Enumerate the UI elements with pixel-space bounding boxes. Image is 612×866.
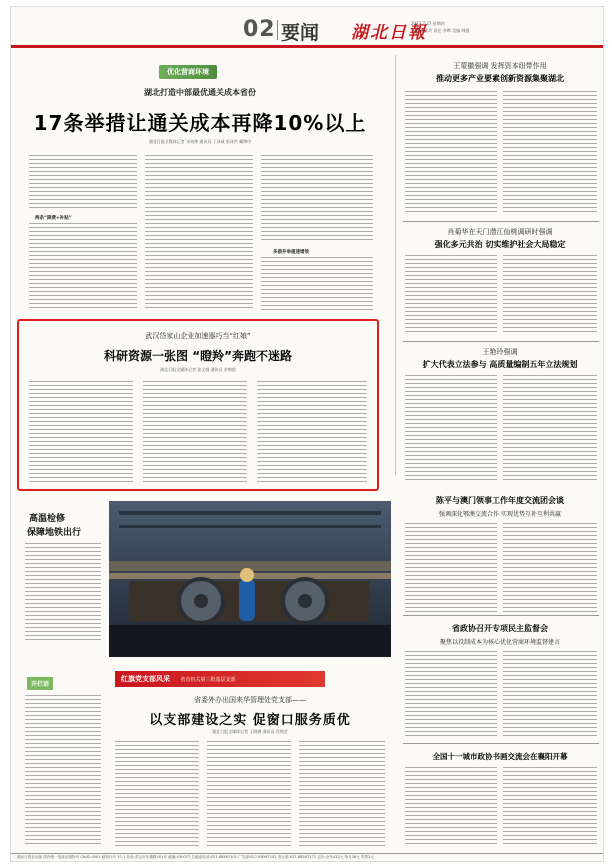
right-story-1-body-b bbox=[503, 91, 597, 213]
right-story-4 bbox=[399, 619, 601, 739]
highlight-byline: 湖北日报全媒体记者 张文扬 通讯员 余锦凯 bbox=[160, 367, 236, 372]
right-story-5 bbox=[399, 747, 601, 851]
wide-story-body-a bbox=[405, 523, 497, 619]
wide-story-body-b bbox=[503, 523, 597, 619]
photo-story-caption bbox=[25, 543, 101, 643]
right-story-4-body-a bbox=[405, 651, 497, 737]
lead-body-col-3a bbox=[261, 155, 373, 243]
lead-body-col-1 bbox=[29, 155, 137, 211]
party-story-body-3 bbox=[299, 741, 385, 847]
lead-subhead-1: 两条“降费+补贴” bbox=[35, 216, 72, 221]
wide-story-subtitle: 强调深化鄂澳交流合作 实现优势互补互利共赢 bbox=[439, 511, 561, 518]
photo-graphic bbox=[109, 501, 391, 657]
header-divider bbox=[277, 20, 278, 40]
right-story-4-title: 省政协召开专项民主监督会 bbox=[452, 624, 548, 633]
masthead-logo: 湖北日報 bbox=[351, 23, 427, 43]
right-story-4-body-b bbox=[503, 651, 597, 737]
column-separator bbox=[395, 55, 396, 475]
header-date: 2023.7.27 星期四 bbox=[411, 21, 445, 26]
right-story-1-kicker: 王蒙徽强调 发挥资本纽带作用 bbox=[453, 62, 547, 70]
wide-story-title: 陈平与澳门领事工作年度交流团会谈 bbox=[436, 496, 564, 505]
highlight-body-col-2 bbox=[143, 381, 247, 485]
photo-story-title-2: 保障地铁出行 bbox=[27, 528, 82, 538]
party-story-byline: 湖北日报全媒体记者 王晓钢 通讯员 肖锦艺 bbox=[212, 729, 288, 734]
page-header bbox=[11, 7, 604, 49]
party-story-body-1 bbox=[115, 741, 199, 847]
right-story-2-body-b bbox=[503, 255, 597, 335]
header-editors: 主编 张素玲 责任 李晔 美编 韩盛 bbox=[411, 28, 470, 33]
right-story-4-subtitle: 聚焦以投制成本为核心优化营商环境监督建言 bbox=[439, 639, 560, 646]
right-story-5-body-b bbox=[503, 767, 597, 847]
party-story-title: 以支部建设之实 促窗口服务质优 bbox=[149, 713, 351, 728]
footer-rule bbox=[11, 853, 604, 854]
right-story-5-body-a bbox=[405, 767, 497, 847]
party-branch-story bbox=[109, 691, 391, 851]
metro-maintenance-photo bbox=[109, 501, 391, 657]
photo-story-title-1: 高温检修 bbox=[29, 514, 66, 524]
lead-body-col-3b bbox=[261, 257, 373, 311]
lead-kicker: 湖北打造中部最优通关成本省份 bbox=[144, 88, 256, 97]
right-story-3-kicker: 王艳玲强调 bbox=[482, 348, 518, 356]
party-banner-title: 红旗党支部风采 bbox=[121, 675, 170, 683]
section-tag: 优化营商环境 bbox=[159, 65, 217, 79]
right-story-1-title: 推动更多产业要素创新资源集聚湖北 bbox=[436, 74, 564, 83]
right-story-3 bbox=[399, 345, 601, 485]
bottom-left-column bbox=[21, 671, 105, 849]
wide-story bbox=[399, 491, 601, 611]
right-story-3-body-a bbox=[405, 375, 497, 483]
right-story-5-title: 全国十一城市政协书画交流会在襄阳开幕 bbox=[432, 752, 568, 761]
newspaper-page bbox=[10, 6, 604, 862]
party-story-body-2 bbox=[207, 741, 291, 847]
lead-byline: 湖北日报全媒体记者 宋效尊 通讯员 丁泽威 彭泽洪 戴博中 bbox=[148, 139, 252, 144]
party-banner-sub: 省直机关第三批基层支部 bbox=[180, 677, 236, 683]
lead-body-col-1b bbox=[29, 223, 137, 311]
right-story-2-title: 强化多元共治 切实维护社会大局稳定 bbox=[434, 240, 566, 249]
right-story-1 bbox=[399, 57, 601, 217]
header-rule bbox=[11, 45, 604, 48]
right-divider-2 bbox=[403, 341, 599, 342]
party-story-kicker: 省委外办出国来华管理处党支部—— bbox=[194, 696, 306, 704]
section-title: 要闻 bbox=[281, 22, 320, 44]
lead-subhead-2: 多措并举提速增效 bbox=[273, 250, 309, 255]
highlight-body-col-3 bbox=[257, 381, 367, 485]
footer-text: 湖北日报社出版 国内统一连续出版物号 CN42-0001 邮发代号 37-1 社址:武汉市东湖路181号 邮编:430077 总编室电话:027-88567101 广告部:027-88567152 发行部:027-88567272 定价:全年432元 每月36元 零售2元 bbox=[17, 855, 375, 859]
lead-title: 17条举措让通关成本再降10%以上 bbox=[33, 111, 367, 135]
lead-story bbox=[11, 55, 389, 315]
column-intro-body bbox=[25, 695, 101, 845]
right-story-3-title: 扩大代表立法参与 高质量编制五年立法规划 bbox=[422, 360, 578, 369]
right-divider-3 bbox=[403, 615, 599, 616]
lead-body-col-2 bbox=[145, 155, 253, 311]
right-story-2-body-a bbox=[405, 255, 497, 335]
highlight-title: 科研资源一张图 “瞪羚”奔跑不迷路 bbox=[104, 349, 292, 363]
highlight-kicker: 武汉岱家山企业加速器巧当“红娘” bbox=[145, 332, 251, 340]
party-banner bbox=[115, 671, 325, 687]
column-intro-tag: 开栏语 bbox=[27, 677, 53, 690]
right-divider-1 bbox=[403, 221, 599, 222]
highlight-body-col-1 bbox=[29, 381, 133, 485]
page-number: 02 bbox=[243, 17, 276, 42]
right-divider-4 bbox=[403, 743, 599, 744]
photo-story-text bbox=[21, 501, 105, 651]
right-story-3-body-b bbox=[503, 375, 597, 483]
highlighted-story[interactable] bbox=[17, 319, 379, 491]
right-story-2 bbox=[399, 225, 601, 337]
right-story-1-body-a bbox=[405, 91, 497, 213]
right-story-2-kicker: 肖菊华在天门潜江仙桃调研时强调 bbox=[447, 228, 553, 236]
